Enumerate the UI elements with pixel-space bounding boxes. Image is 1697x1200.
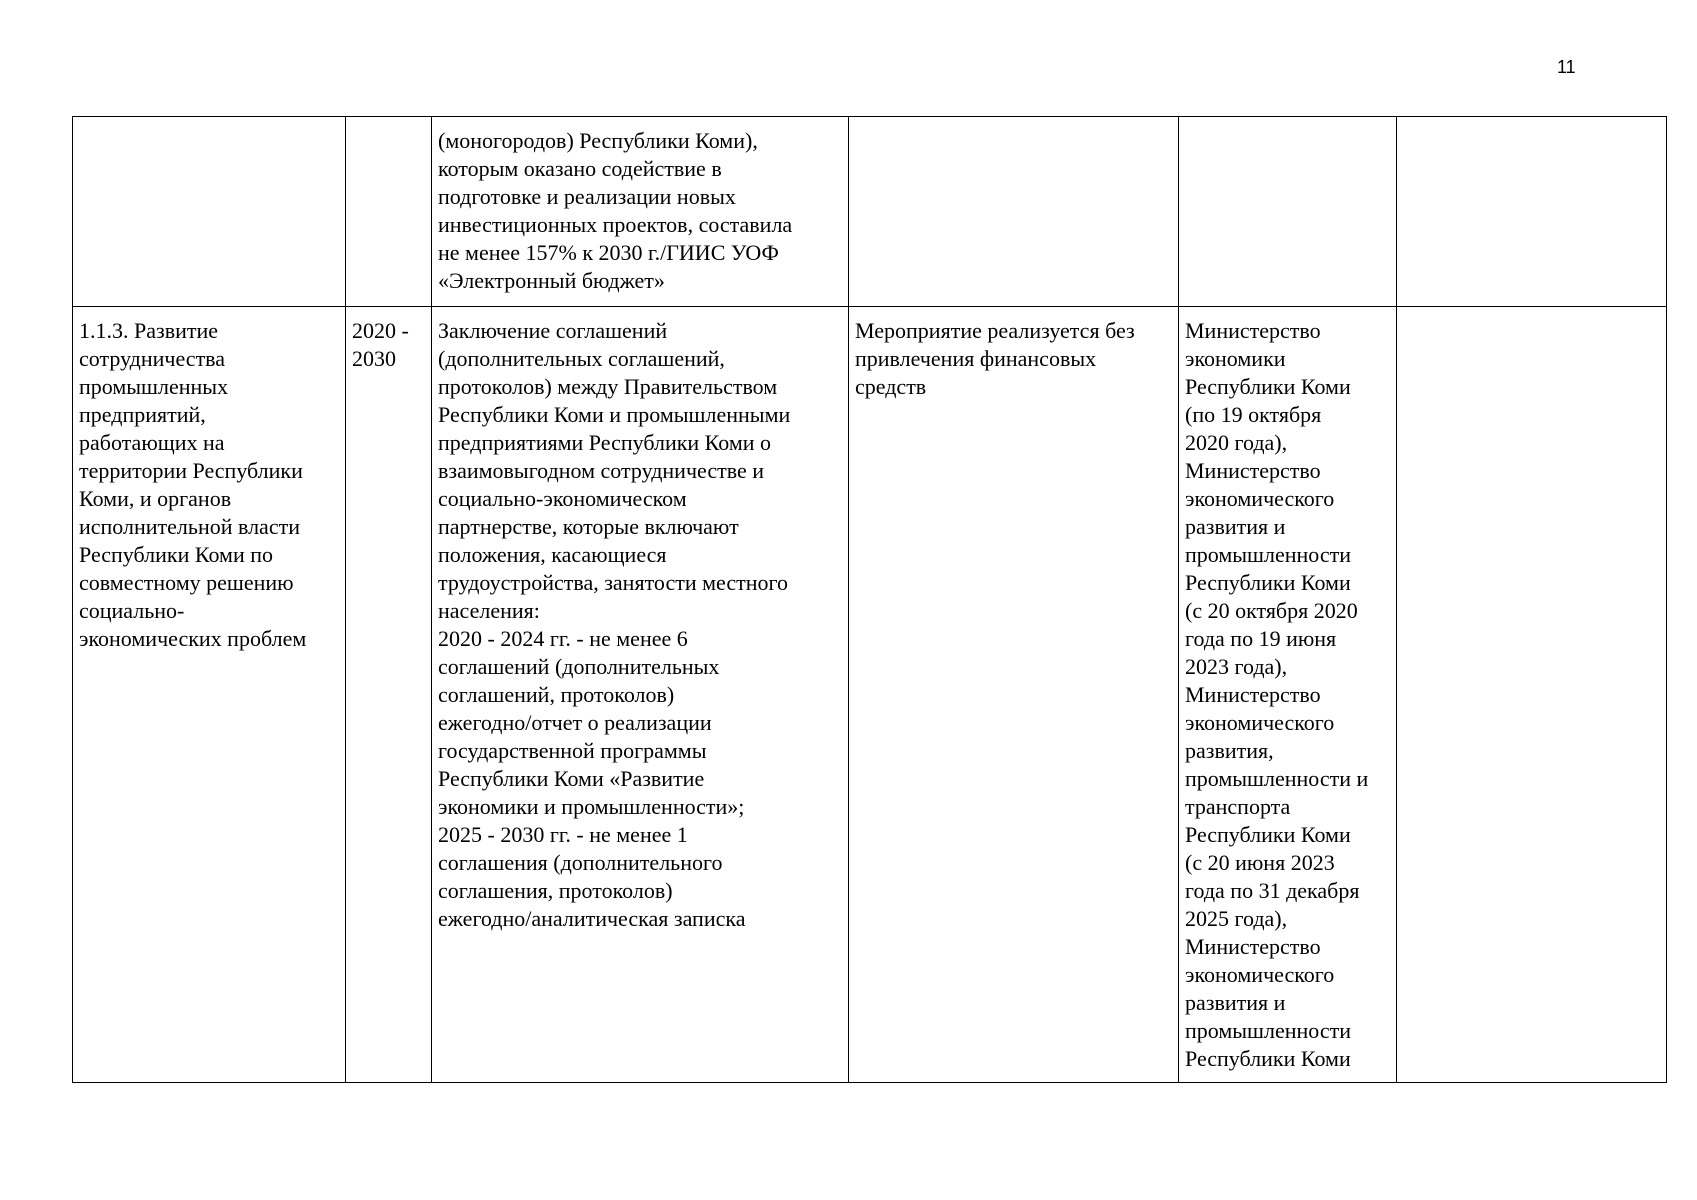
table-row-continuation (73, 117, 1667, 307)
cell-text-line: предприятий, (79, 402, 206, 427)
cell-extra-empty (1397, 307, 1667, 1083)
cell-text-line: соглашения (дополнительного (438, 850, 723, 875)
cell-text-line: 2030 (352, 346, 396, 371)
cell-text-line: развития и (1185, 990, 1286, 1015)
cell-text-line: Республики Коми «Развитие (438, 766, 705, 791)
cell-text-line: «Электронный бюджет» (438, 268, 665, 293)
cell-text-line: (с 20 октября 2020 (1185, 598, 1358, 623)
cell-text-line: 2023 года), (1185, 654, 1288, 679)
cell-text-line: средств (855, 374, 927, 399)
cell-text-line: 2025 - 2030 гг. - не менее 1 (438, 822, 688, 847)
cell-extra-empty (1397, 117, 1667, 307)
cell-text-line: (моногородов) Республики Коми), (438, 128, 758, 153)
cell-text-line: Заключение соглашений (438, 318, 668, 343)
cell-text-line: экономического (1185, 710, 1335, 735)
cell-text-line: сотрудничества (79, 346, 226, 371)
cell-text-line: Республики Коми и промышленными (438, 402, 791, 427)
cell-text-line: 2020 года), (1185, 430, 1288, 455)
cell-text-line: инвестиционных проектов, составила (438, 212, 793, 237)
cell-text-line: промышленности (1185, 542, 1351, 567)
cell-text-line: развития, (1185, 738, 1274, 763)
cell-text-line: протоколов) между Правительством (438, 374, 778, 399)
cell-text-line: партнерстве, которые включают (438, 514, 739, 539)
cell-text-line: 2020 - (352, 318, 409, 343)
cell-text-line: 1.1.3. Развитие (79, 318, 219, 343)
cell-text-line: 2025 года), (1185, 906, 1288, 931)
cell-text-line: совместному решению (79, 570, 294, 595)
cell-text-line: привлечения финансовых (855, 346, 1097, 371)
page-number: 11 (1557, 57, 1576, 77)
cell-period-empty (346, 117, 432, 307)
program-measures-table (72, 116, 1667, 1083)
cell-text-line: (по 19 октября (1185, 402, 1322, 427)
cell-text-line: (дополнительных соглашений, (438, 346, 725, 371)
cell-text-line: 2020 - 2024 гг. - не менее 6 (438, 626, 688, 651)
cell-text-line: положения, касающиеся (438, 542, 667, 567)
cell-text-line: Республики Коми (1185, 374, 1351, 399)
cell-text-line: государственной программы (438, 738, 707, 763)
cell-measure (73, 307, 346, 1083)
cell-text-line: Министерство (1185, 318, 1321, 343)
cell-financing (849, 307, 1179, 1083)
cell-text-line: промышленности и (1185, 766, 1369, 791)
cell-text-line: соглашений (дополнительных (438, 654, 720, 679)
cell-text-line: трудоустройства, занятости местного (438, 570, 788, 595)
cell-financing-empty (849, 117, 1179, 307)
cell-period (346, 307, 432, 1083)
table-row-1-1-3 (73, 307, 1667, 1083)
cell-measure-empty (73, 117, 346, 307)
cell-result-continuation (432, 117, 849, 307)
cell-text-line: работающих на (79, 430, 225, 455)
cell-text-line: которым оказано содействие в (438, 156, 722, 181)
cell-text-line: промышленности (1185, 1018, 1351, 1043)
cell-text-line: экономических проблем (79, 626, 307, 651)
cell-text-line: экономики и промышленности»; (438, 794, 745, 819)
cell-text-line: ежегодно/отчет о реализации (438, 710, 712, 735)
cell-text-line: промышленных (79, 374, 229, 399)
cell-text-line: Мероприятие реализуется без (855, 318, 1135, 343)
cell-responsible (1179, 307, 1397, 1083)
cell-text-line: развития и (1185, 514, 1286, 539)
cell-text-line: экономики (1185, 346, 1286, 371)
cell-text-line: Республики Коми (1185, 570, 1351, 595)
cell-text-line: Республики Коми (1185, 1046, 1351, 1071)
cell-text-line: подготовке и реализации новых (438, 184, 736, 209)
cell-text-line: территории Республики (79, 458, 303, 483)
cell-text-line: социально- (79, 598, 185, 623)
cell-text-line: исполнительной власти (79, 514, 300, 539)
cell-text-line: взаимовыгодном сотрудничестве и (438, 458, 764, 483)
cell-text-line: социально-экономическом (438, 486, 687, 511)
cell-text-line: года по 31 декабря (1185, 878, 1360, 903)
cell-text-line: года по 19 июня (1185, 626, 1337, 651)
cell-text-line: экономического (1185, 962, 1335, 987)
cell-text-line: (с 20 июня 2023 (1185, 850, 1335, 875)
cell-text-line: экономического (1185, 486, 1335, 511)
cell-text-line: Министерство (1185, 458, 1321, 483)
cell-text-line: Республики Коми (1185, 822, 1351, 847)
cell-text-line: транспорта (1185, 794, 1291, 819)
cell-result (432, 307, 849, 1083)
cell-text-line: соглашения, протоколов) (438, 878, 673, 903)
cell-text-line: ежегодно/аналитическая записка (438, 906, 746, 931)
cell-text-line: Министерство (1185, 682, 1321, 707)
cell-responsible-empty (1179, 117, 1397, 307)
cell-text-line: соглашений, протоколов) (438, 682, 675, 707)
cell-text-line: Коми, и органов (79, 486, 232, 511)
cell-text-line: не менее 157% к 2030 г./ГИИС УОФ (438, 240, 779, 265)
cell-text-line: Министерство (1185, 934, 1321, 959)
cell-text-line: Республики Коми по (79, 542, 273, 567)
cell-text-line: предприятиями Республики Коми о (438, 430, 772, 455)
cell-text-line: населения: (438, 598, 540, 623)
